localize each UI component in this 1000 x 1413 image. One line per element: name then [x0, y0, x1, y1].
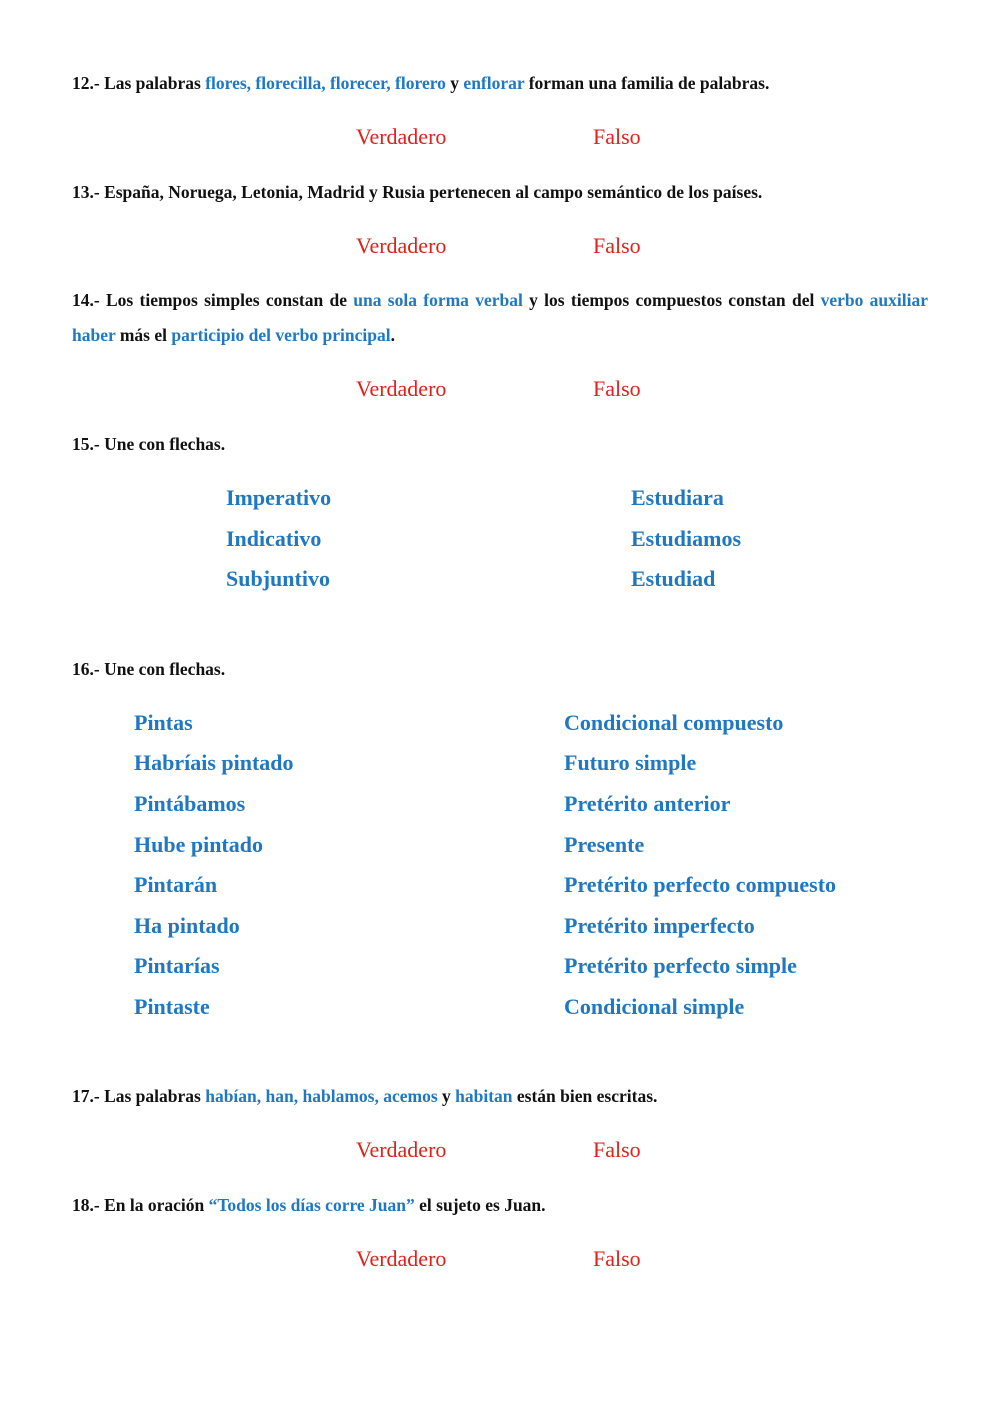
q16-right-item[interactable]: Pretérito perfecto simple — [564, 953, 797, 978]
question-text: forman una familia de palabras. — [524, 73, 770, 93]
question-text: En la oración — [99, 1195, 209, 1215]
question-number: 15.- — [72, 434, 100, 454]
question-number: 18.- — [72, 1195, 100, 1215]
question-number: 17.- — [72, 1086, 100, 1106]
highlight-text: “Todos los días corre Juan” — [208, 1195, 415, 1215]
question-text: el sujeto es Juan. — [414, 1195, 546, 1215]
question-text: están bien escritas. — [512, 1086, 658, 1106]
highlight-text: habían, han, hablamos, acemos — [205, 1086, 438, 1106]
q13-false-option[interactable]: Falso — [593, 233, 641, 258]
q16-left-item[interactable]: Pintarán — [134, 872, 218, 897]
question-text: España, Noruega, Letonia, Madrid y Rusia pertenecen al campo semántico de los países. — [99, 182, 763, 202]
question-number: 12.- — [72, 73, 100, 93]
highlight-text: verbo auxiliar haber — [72, 290, 928, 345]
question-text: Une con flechas. — [99, 434, 226, 454]
q16-left-item[interactable]: Pintas — [134, 710, 193, 735]
q14-true-option[interactable]: Verdadero — [356, 376, 447, 401]
question-text: Las palabras — [99, 73, 206, 93]
highlight-text: una sola forma verbal — [353, 290, 523, 310]
q16-right-item[interactable]: Futuro simple — [564, 750, 697, 775]
question-text: Une con flechas. — [99, 659, 226, 679]
q15-right-item[interactable]: Estudiad — [631, 566, 716, 591]
question-12 — [72, 66, 928, 101]
q15-left-item[interactable]: Subjuntivo — [226, 566, 330, 591]
q16-left-item[interactable]: Hube pintado — [134, 832, 263, 857]
q16-right-item[interactable]: Condicional simple — [564, 994, 745, 1019]
question-17 — [72, 1079, 928, 1114]
q17-false-option[interactable]: Falso — [593, 1137, 641, 1162]
q16-right-item[interactable]: Pretérito imperfecto — [564, 913, 755, 938]
q16-left-item[interactable]: Pintaste — [134, 994, 210, 1019]
q16-right-item[interactable]: Pretérito anterior — [564, 791, 731, 816]
q17-true-option[interactable]: Verdadero — [356, 1137, 447, 1162]
question-14 — [72, 283, 928, 353]
question-18 — [72, 1188, 928, 1223]
question-text: y los tiempos compuestos constan del — [522, 290, 821, 310]
question-text: Las palabras — [99, 1086, 206, 1106]
q18-false-option[interactable]: Falso — [593, 1246, 641, 1271]
question-text: . — [390, 325, 395, 345]
q16-left-item[interactable]: Habríais pintado — [134, 750, 294, 775]
question-text: Los tiempos simples constan de — [99, 290, 354, 310]
q18-true-option[interactable]: Verdadero — [356, 1246, 447, 1271]
question-number: 13.- — [72, 182, 100, 202]
q16-left-item[interactable]: Pintábamos — [134, 791, 246, 816]
question-number: 16.- — [72, 659, 100, 679]
q16-right-item[interactable]: Condicional compuesto — [564, 710, 784, 735]
highlight-text: participio del verbo principal — [171, 325, 391, 345]
q12-true-option[interactable]: Verdadero — [356, 124, 447, 149]
highlight-text: habitan — [455, 1086, 513, 1106]
question-13 — [72, 175, 928, 210]
question-number: 14.- — [72, 290, 100, 310]
question-16 — [72, 652, 928, 687]
question-text: y — [437, 1086, 456, 1106]
question-text: más el — [115, 325, 172, 345]
q15-right-item[interactable]: Estudiara — [631, 485, 724, 510]
q15-right-item[interactable]: Estudiamos — [631, 526, 742, 551]
q16-right-item[interactable]: Pretérito perfecto compuesto — [564, 872, 837, 897]
q14-false-option[interactable]: Falso — [593, 376, 641, 401]
q16-right-item[interactable]: Presente — [564, 832, 645, 857]
highlight-text: flores, florecilla, florecer, florero — [205, 73, 446, 93]
q15-left-item[interactable]: Indicativo — [226, 526, 322, 551]
highlight-text: enflorar — [463, 73, 525, 93]
q13-true-option[interactable]: Verdadero — [356, 233, 447, 258]
question-15 — [72, 427, 928, 462]
q12-false-option[interactable]: Falso — [593, 124, 641, 149]
q15-left-item[interactable]: Imperativo — [226, 485, 332, 510]
q16-left-item[interactable]: Ha pintado — [134, 913, 240, 938]
q16-left-item[interactable]: Pintarías — [134, 953, 220, 978]
question-text: y — [445, 73, 464, 93]
